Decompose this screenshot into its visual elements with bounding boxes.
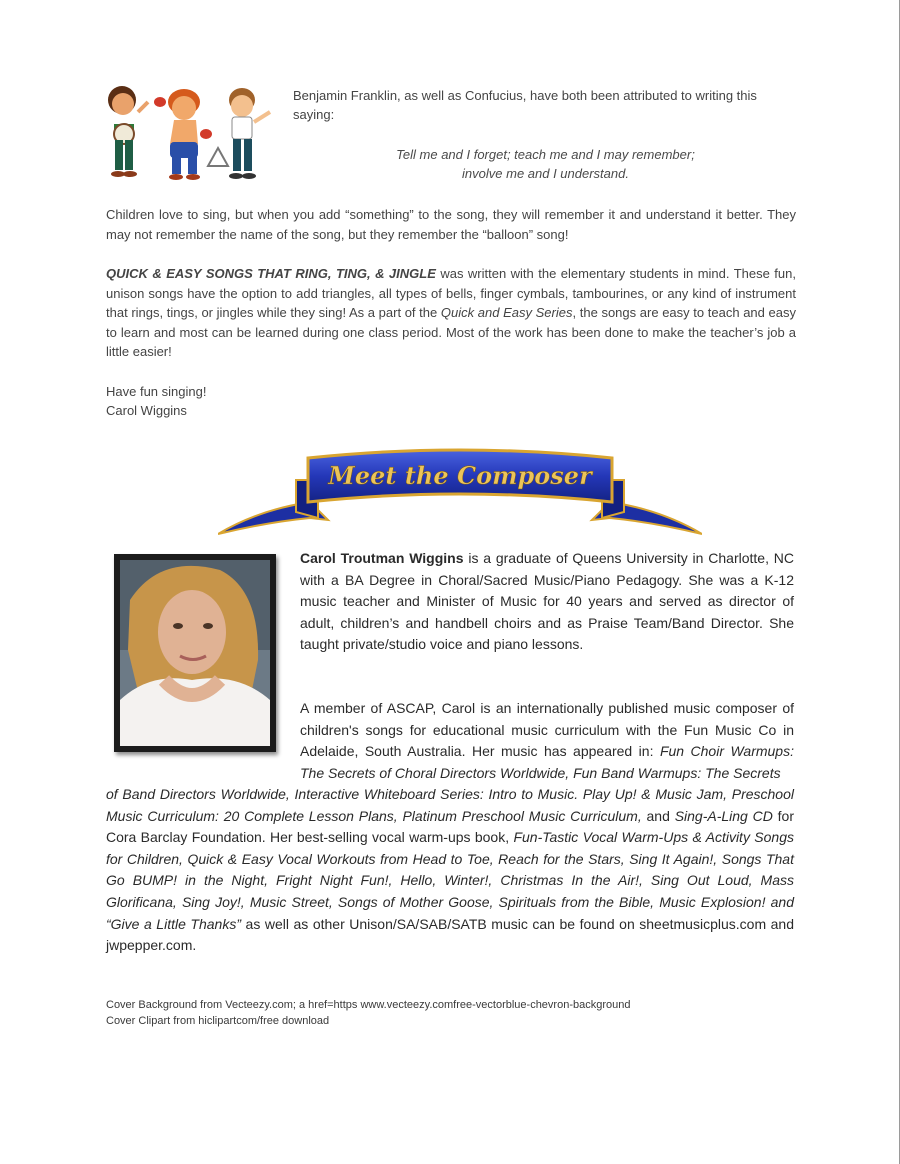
works-list-1-continued: of Band Directors Worldwide, Interactive Whiteboard Series: Intro to Music. Play Up! & Music Jam, Preschool Music Curriculum: 20 Complete Lesson Plans, Platinum Preschool Music Curriculum, xyxy=(106,786,794,824)
bio-paragraph-2 xyxy=(300,698,794,784)
child-maracas-clipart xyxy=(154,89,212,180)
composer-photo-frame xyxy=(114,554,276,752)
child-drum-clipart xyxy=(108,86,148,177)
works-list-2: Sing-A-Ling CD xyxy=(674,807,773,824)
composer-name: Carol Troutman Wiggins xyxy=(300,550,464,566)
meet-the-composer-banner xyxy=(218,440,702,540)
bio-text-4: as well as other Unison/SA/SAB/SATB music can be found on sheetmusicplus.com and jwpepper.com. xyxy=(106,915,794,954)
bio-text-2: A member of ASCAP, Carol is an internationally published music composer of children's songs for educational music curriculum with the Fun Music Co in Adelaide, South Australia. Her music has appeared in: xyxy=(300,700,794,760)
paragraph-text-1: was written with the elementary students in mind. These fun, unison songs have the option to add triangles, all types of bells, finger cymbals, tambourines, or any kind of instrument that rings, tings, or jingles while they sing! As a part of the xyxy=(106,266,796,320)
paragraph-about-book xyxy=(106,264,796,362)
bio-paragraph-2-continued xyxy=(106,784,794,957)
quote xyxy=(293,145,798,183)
quote-line-1: Tell me and I forget; teach me and I may remember; xyxy=(396,147,695,162)
intro-text: Benjamin Franklin, as well as Confucius, have both been attributed to writing this saying: xyxy=(293,88,757,122)
bio-paragraph-1 xyxy=(300,548,794,656)
paragraph-children: Children love to sing, but when you add “something” to the song, they will remember it and understand it better. They may not remember the name of the song, but they remember the “balloon” song! xyxy=(106,207,796,242)
bio-and: and xyxy=(641,807,675,824)
signoff-line-1: Have fun singing! xyxy=(106,384,207,399)
banner-title: Meet the Composer xyxy=(328,461,592,490)
book-title: QUICK & EASY SONGS THAT RING, TING, & JINGLE xyxy=(106,266,436,281)
credit-background: Cover Background from Vecteezy.com; a href=https www.vecteezy.comfree-vectorblue-chevron-background xyxy=(106,999,631,1011)
bio-text-3: for Cora Barclay Foundation. Her best-selling vocal warm-ups book, xyxy=(106,807,794,846)
credit-clipart: Cover Clipart from hiclipartcom/free download xyxy=(106,1015,330,1027)
quote-line-2: involve me and I understand. xyxy=(462,166,629,181)
paragraph-text-2: , the songs are easy to teach and easy to learn and most can be learned during one class period. Most of the work has been done to make the teacher’s job a little easier! xyxy=(106,305,796,359)
credits xyxy=(106,997,806,1029)
signoff-signature: Carol Wiggins xyxy=(106,403,187,418)
composer-photo xyxy=(120,560,270,746)
bio-text-1: is a graduate of Queens University in Charlotte, NC with a BA Degree in Choral/Sacred Music/Piano Pedagogy. She was a K-12 music teacher and Minister of Music for 40 years and served as director of adult, children’s and handbell choirs and as Praise Team/Band Director. She taught private/studio voice and piano lessons. xyxy=(300,550,795,653)
works-list-3: Fun-Tastic Vocal Warm-Ups & Activity Songs for Children, Quick & Easy Vocal Workouts from Head to Toe, Reach for the Stars, Sing It Again!, Songs That Go BUMP! in the Night, Fright Night Fun!, Hello, Winter!, Christmas In the Air!, Sing Out Loud, Mass Glorificana, Sing Joy!, Music Street, Songs of Mother Goose, Spirituals from the Bible, Music Explosion! and “Give a Little Thanks” xyxy=(106,829,794,932)
works-list-1: Fun Choir Warmups: The Secrets of Choral Directors Worldwide, Fun Band Warmups: The Secrets xyxy=(300,743,794,781)
children-clipart xyxy=(102,82,282,186)
child-triangle-clipart xyxy=(208,88,270,179)
series-name: Quick and Easy Series xyxy=(440,305,573,320)
